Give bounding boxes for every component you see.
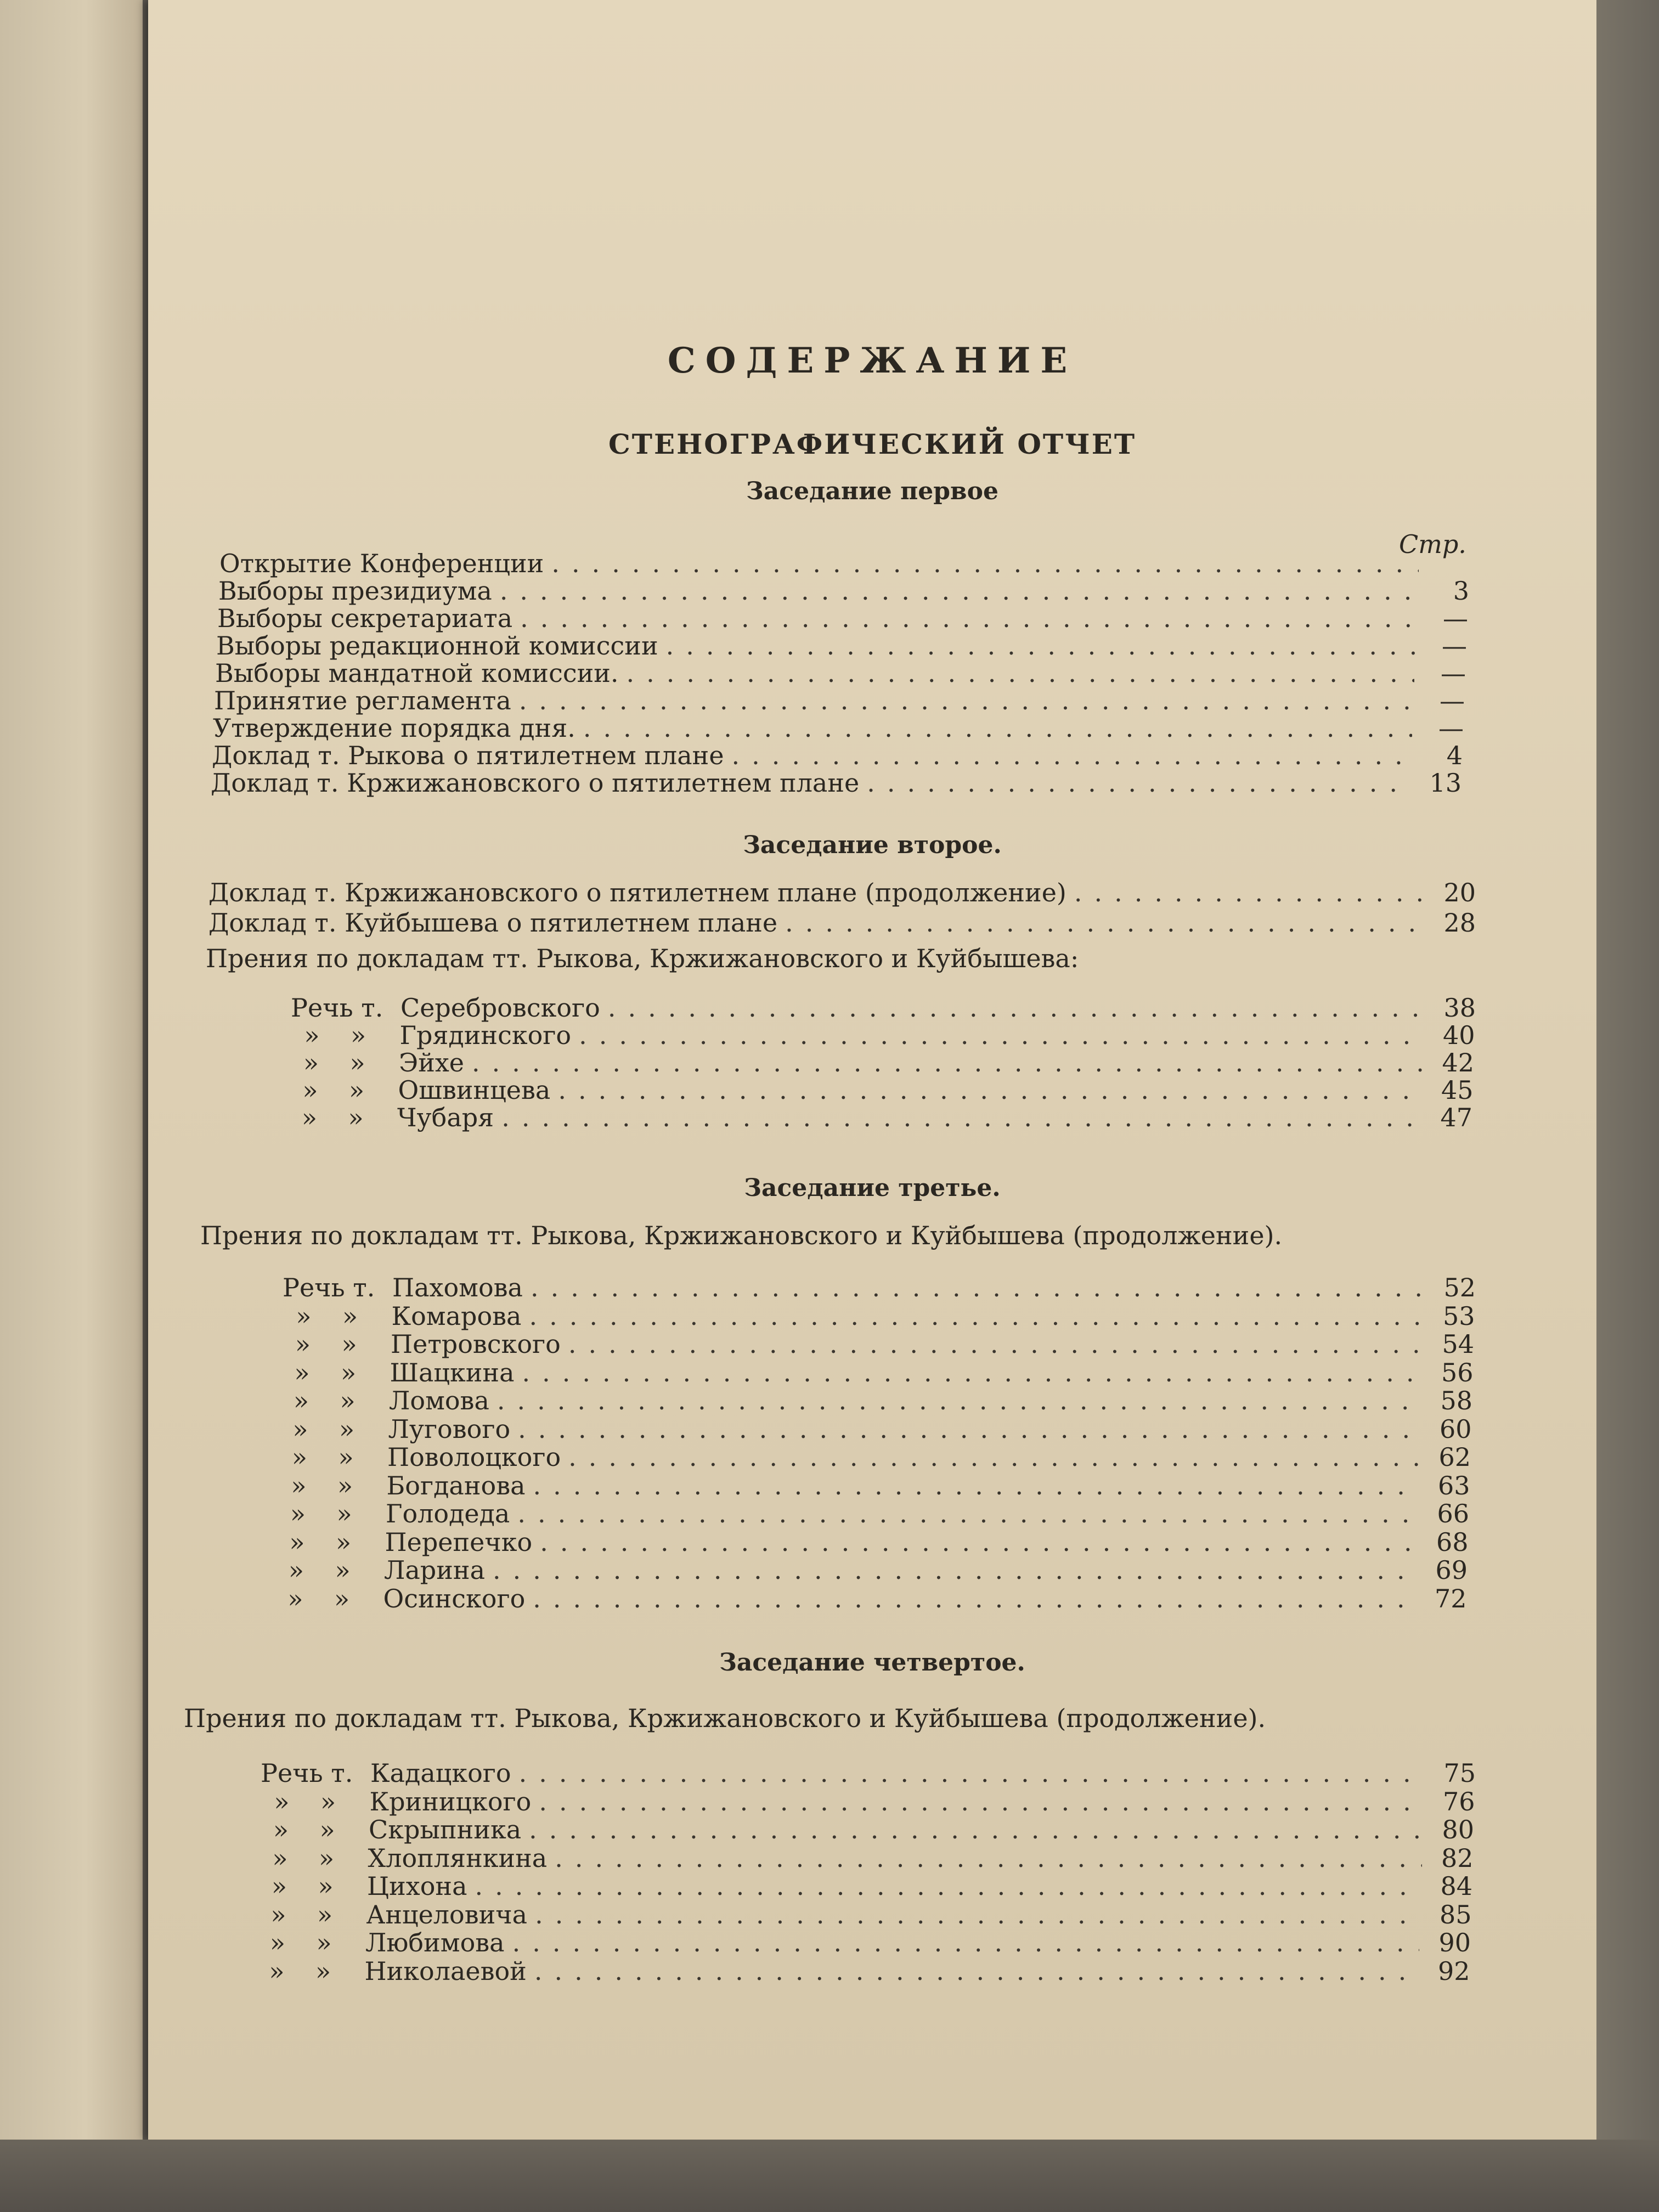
ditto-mark: » xyxy=(349,1048,365,1077)
page-number: — xyxy=(1442,631,1467,661)
speech-entry xyxy=(289,1075,1474,1105)
speech-entry xyxy=(279,1414,1472,1444)
ditto-mark: » xyxy=(335,1555,351,1585)
entry-title: Принятие регламента xyxy=(214,686,511,715)
ditto-mark: » xyxy=(273,1815,289,1844)
leader-dots xyxy=(558,1075,1421,1105)
page-column-label: Стр. xyxy=(1399,529,1466,559)
ditto-mark: » xyxy=(291,1442,308,1472)
page-number: 60 xyxy=(1439,1414,1472,1444)
speaker-name: Серебровского xyxy=(400,993,600,1023)
leader-dots xyxy=(529,1815,1423,1844)
ditto-mark: » xyxy=(270,1899,286,1929)
session-heading: Заседание второе. xyxy=(743,831,1002,859)
speech-entry xyxy=(260,1787,1475,1816)
ditto-mark: » xyxy=(336,1527,352,1557)
ditto-mark: » xyxy=(315,1956,331,1986)
leader-dots xyxy=(472,1048,1423,1077)
toc-entry xyxy=(212,741,1463,770)
speech-entry xyxy=(274,1555,1468,1585)
speaker-name: Хлоплянкина xyxy=(368,1843,548,1873)
bottom-background xyxy=(0,2140,1659,2212)
page-number: — xyxy=(1441,658,1466,688)
right-background xyxy=(1596,0,1659,2212)
toc-entry xyxy=(208,878,1476,907)
entry-title: Выборы редакционной комиссии xyxy=(216,631,658,661)
leader-dots xyxy=(608,993,1424,1023)
toc-entry xyxy=(216,631,1467,661)
page-number: 20 xyxy=(1443,878,1476,907)
page-number: — xyxy=(1438,713,1464,743)
ditto-mark: » xyxy=(317,1899,333,1929)
speech-entry xyxy=(282,1301,1475,1331)
leader-dots xyxy=(497,1386,1421,1415)
ditto-mark: » xyxy=(334,1583,350,1613)
speech-prefix: Речь т. xyxy=(283,1273,375,1302)
speech-entry xyxy=(259,1815,1474,1844)
ditto-mark: » xyxy=(295,1329,311,1359)
session-heading: Заседание третье. xyxy=(744,1174,1001,1202)
speech-entry xyxy=(258,1843,1474,1873)
leader-dots xyxy=(475,1871,1421,1901)
speech-entry xyxy=(290,1020,1475,1050)
ditto-mark: » xyxy=(349,1075,365,1105)
speech-entry xyxy=(280,1358,1474,1387)
ditto-mark: » xyxy=(318,1871,334,1901)
speech-prefix: Речь т. xyxy=(291,993,383,1023)
speaker-name: Скрыпника xyxy=(369,1815,522,1844)
ditto-mark: » xyxy=(338,1442,354,1472)
entry-title: Выборы секретариата xyxy=(217,603,513,633)
ditto-mark: » xyxy=(341,1357,357,1387)
leader-dots xyxy=(583,713,1412,743)
entry-title: Доклад т. Рыкова о пятилетнем плане xyxy=(212,741,724,770)
ditto-mark: » xyxy=(294,1357,310,1387)
ditto-mark: » xyxy=(351,1020,366,1050)
speaker-name: Ошвинцева xyxy=(398,1075,551,1105)
leader-dots xyxy=(627,658,1414,688)
page-number: 68 xyxy=(1436,1527,1469,1557)
ditto-mark: » xyxy=(337,1470,353,1500)
debate-intro: Прения по докладам тт. Рыкова, Кржижановского и Куйбышева (продолжение). xyxy=(200,1221,1283,1250)
entry-title: Доклад т. Куйбышева о пятилетнем плане xyxy=(208,908,778,938)
speaker-name: Поволоцкого xyxy=(387,1442,561,1472)
page-number: 53 xyxy=(1442,1301,1475,1331)
toc-entry xyxy=(211,768,1462,798)
page-number: 4 xyxy=(1446,741,1463,770)
speech-entry xyxy=(281,1329,1474,1359)
debate-intro: Прения по докладам тт. Рыкова, Кржижановского и Куйбышева: xyxy=(206,944,1079,973)
leader-dots xyxy=(539,1787,1423,1816)
ditto-mark: » xyxy=(340,1386,356,1415)
speaker-name: Осинского xyxy=(383,1583,526,1613)
speaker-name: Голодеда xyxy=(386,1499,510,1528)
leader-dots xyxy=(579,1020,1423,1050)
speech-entry xyxy=(283,1273,1476,1302)
leader-dots xyxy=(568,1329,1423,1359)
toc-entry xyxy=(208,908,1476,938)
page-number: 13 xyxy=(1429,768,1462,798)
leader-dots xyxy=(534,1956,1419,1986)
entry-title: Выборы мандатной комиссии. xyxy=(215,658,619,688)
speaker-name: Криницкого xyxy=(369,1786,532,1816)
page-number: 3 xyxy=(1453,576,1469,606)
toc-entry xyxy=(217,603,1468,633)
ditto-mark: » xyxy=(348,1103,364,1132)
page-number: 45 xyxy=(1441,1075,1474,1105)
leader-dots xyxy=(512,1928,1419,1957)
leader-dots xyxy=(531,1273,1424,1302)
ditto-mark: » xyxy=(290,1499,306,1528)
page-number: 90 xyxy=(1438,1928,1471,1957)
page-number: 54 xyxy=(1442,1329,1474,1359)
ditto-mark: » xyxy=(302,1075,318,1105)
entry-title: Доклад т. Кржижановского о пятилетнем плане xyxy=(211,768,860,798)
ditto-mark: » xyxy=(316,1928,332,1957)
ditto-mark: » xyxy=(274,1786,290,1816)
leader-dots xyxy=(551,549,1419,578)
leader-dots xyxy=(518,1414,1420,1444)
session-heading: Заседание четвертое. xyxy=(719,1649,1025,1677)
page-number: — xyxy=(1440,686,1465,715)
ditto-mark: » xyxy=(319,1843,335,1873)
toc-entry xyxy=(214,686,1465,715)
speaker-name: Богданова xyxy=(386,1470,526,1500)
speaker-name: Анцеловича xyxy=(366,1899,528,1929)
page-number: 69 xyxy=(1435,1555,1468,1585)
ditto-mark: » xyxy=(287,1583,303,1613)
speaker-name: Лугового xyxy=(388,1414,511,1444)
ditto-mark: » xyxy=(272,1843,288,1873)
speaker-name: Кадацкого xyxy=(370,1758,511,1788)
speech-entry xyxy=(257,1871,1472,1901)
ditto-mark: » xyxy=(301,1103,318,1132)
ditto-mark: » xyxy=(319,1815,335,1844)
leader-dots xyxy=(1074,878,1424,907)
speech-entry xyxy=(275,1527,1469,1557)
page-number: 75 xyxy=(1443,1758,1476,1788)
section-title: СТЕНОГРАФИЧЕСКИЙ ОТЧЕТ xyxy=(608,428,1137,460)
speaker-name: Пахомова xyxy=(392,1273,523,1302)
page-number: 80 xyxy=(1442,1815,1474,1844)
ditto-mark: » xyxy=(288,1555,304,1585)
speech-entry xyxy=(289,1048,1474,1077)
speech-entry xyxy=(278,1442,1471,1472)
leader-dots xyxy=(493,1555,1416,1585)
page-number: 72 xyxy=(1434,1583,1467,1613)
entry-title: Доклад т. Кржижановского о пятилетнем плане (продолжение) xyxy=(208,878,1066,907)
speaker-name: Цихона xyxy=(367,1871,467,1901)
ditto-mark: » xyxy=(304,1020,320,1050)
page-number: 63 xyxy=(1437,1470,1470,1500)
page-number: 92 xyxy=(1437,1956,1470,1986)
speech-entry xyxy=(287,1103,1472,1132)
speech-entry xyxy=(257,1900,1472,1929)
leader-dots xyxy=(732,741,1411,770)
page-number: 62 xyxy=(1438,1442,1471,1472)
ditto-mark: » xyxy=(341,1329,357,1359)
page-number: 82 xyxy=(1441,1843,1474,1873)
leader-dots xyxy=(785,908,1424,938)
ditto-mark: » xyxy=(342,1301,358,1331)
toc-entry xyxy=(213,713,1464,743)
page-number: 56 xyxy=(1441,1357,1474,1387)
leader-dots xyxy=(867,768,1410,798)
page-number: 40 xyxy=(1442,1020,1475,1050)
page-number: 38 xyxy=(1443,993,1476,1023)
leader-dots xyxy=(500,576,1418,606)
speaker-name: Грядинского xyxy=(399,1020,572,1050)
leader-dots xyxy=(666,631,1415,661)
page-number: 47 xyxy=(1440,1103,1472,1132)
ditto-mark: » xyxy=(320,1786,336,1816)
page-number: 76 xyxy=(1442,1786,1475,1816)
speaker-name: Петровского xyxy=(391,1329,561,1359)
speech-entry xyxy=(256,1928,1471,1957)
speech-entry xyxy=(261,1758,1476,1788)
page-number: 28 xyxy=(1443,908,1476,938)
page-number: 84 xyxy=(1440,1871,1472,1901)
page-number: — xyxy=(1443,603,1468,633)
leader-dots xyxy=(519,686,1413,715)
leader-dots xyxy=(533,1584,1415,1613)
ditto-mark: » xyxy=(292,1414,308,1444)
leader-dots xyxy=(501,1103,1421,1132)
page-number: 66 xyxy=(1437,1499,1469,1528)
speaker-name: Перепечко xyxy=(385,1527,533,1557)
leader-dots xyxy=(522,1358,1422,1387)
toc-entry xyxy=(219,549,1470,578)
speech-entry xyxy=(274,1584,1467,1613)
page-number: 42 xyxy=(1442,1048,1474,1077)
speech-entry xyxy=(277,1471,1470,1500)
leader-dots xyxy=(520,603,1417,633)
speaker-name: Комарова xyxy=(391,1301,522,1331)
session-heading: Заседание первое xyxy=(746,477,998,505)
speech-entry xyxy=(276,1499,1469,1528)
speaker-name: Ларина xyxy=(384,1555,485,1585)
leader-dots xyxy=(568,1442,1419,1472)
speech-entry xyxy=(255,1956,1470,1986)
speaker-name: Чубаря xyxy=(397,1103,494,1132)
speaker-name: Эйхе xyxy=(399,1048,465,1077)
leader-dots xyxy=(529,1301,1423,1331)
leader-dots xyxy=(533,1471,1419,1500)
leader-dots xyxy=(555,1843,1421,1873)
toc-entry xyxy=(215,658,1466,688)
speech-entry xyxy=(279,1386,1472,1415)
speaker-name: Ломова xyxy=(389,1386,489,1415)
ditto-mark: » xyxy=(339,1414,355,1444)
left-page-edge xyxy=(0,0,143,2212)
speaker-name: Шацкина xyxy=(390,1357,515,1387)
speech-entry xyxy=(291,993,1476,1023)
leader-dots xyxy=(535,1900,1420,1929)
ditto-mark: » xyxy=(336,1499,352,1528)
entry-title: Выборы президиума xyxy=(218,576,492,606)
page-title: СОДЕРЖАНИЕ xyxy=(667,340,1077,381)
ditto-mark: » xyxy=(296,1301,312,1331)
speaker-name: Николаевой xyxy=(364,1956,527,1986)
toc-entry xyxy=(218,576,1469,606)
page-number: 52 xyxy=(1443,1273,1476,1302)
page-number: 85 xyxy=(1439,1899,1472,1929)
ditto-mark: » xyxy=(293,1386,309,1415)
ditto-mark: » xyxy=(271,1871,287,1901)
leader-dots xyxy=(540,1527,1417,1557)
debate-intro: Прения по докладам тт. Рыкова, Кржижановского и Куйбышева (продолжение). xyxy=(184,1703,1266,1733)
ditto-mark: » xyxy=(289,1527,305,1557)
table-of-contents xyxy=(148,0,1596,2140)
leader-dots xyxy=(519,1758,1424,1788)
entry-title: Открытие Конференции xyxy=(219,549,544,578)
ditto-mark: » xyxy=(303,1048,319,1077)
page-number: 58 xyxy=(1440,1386,1472,1415)
leader-dots xyxy=(517,1499,1418,1528)
speaker-name: Любимова xyxy=(365,1928,505,1957)
entry-title: Утверждение порядка дня. xyxy=(213,713,575,743)
ditto-mark: » xyxy=(269,1928,286,1957)
speech-prefix: Речь т. xyxy=(261,1758,353,1788)
ditto-mark: » xyxy=(291,1470,307,1500)
ditto-mark: » xyxy=(269,1956,285,1986)
